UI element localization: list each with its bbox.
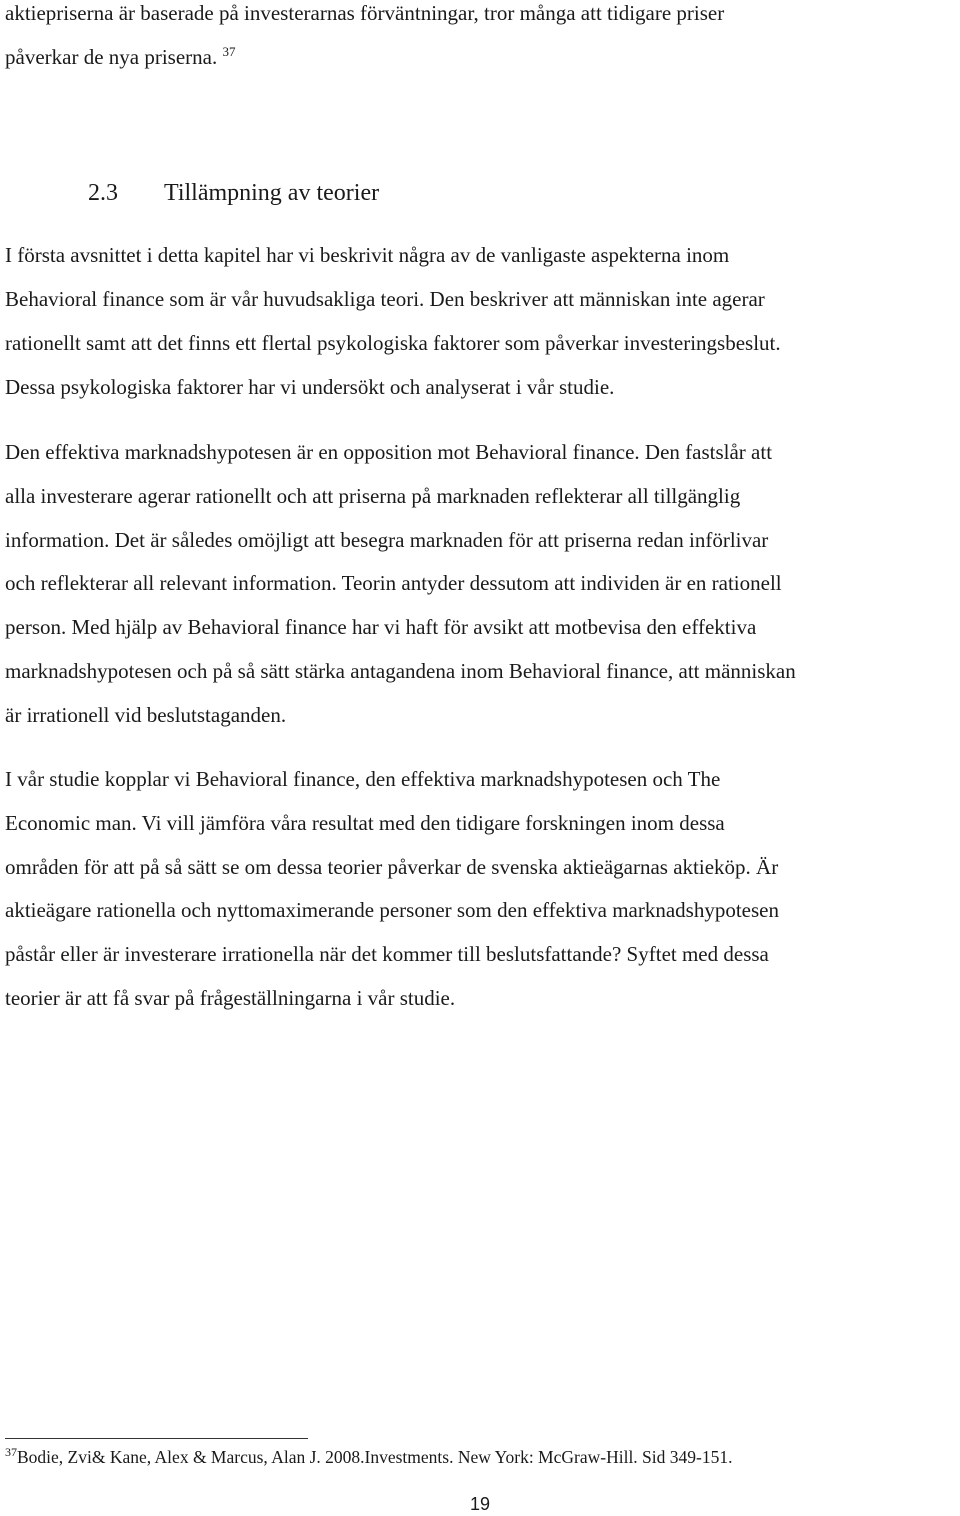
footnote-text: Bodie, Zvi& Kane, Alex & Marcus, Alan J. 2008.Investments. New York: McGraw-Hill. Sid 349-151.	[17, 1447, 733, 1467]
text-line: Dessa psykologiska faktorer har vi undersökt och analyserat i vår studie.	[5, 375, 615, 399]
text-line: marknadshypotesen och på så sätt stärka antagandena inom Behavioral finance, att människan	[5, 659, 796, 683]
text-line: aktieägare rationella och nyttomaximerande personer som den effektiva marknadshypotesen	[5, 898, 779, 922]
text-line	[5, 44, 235, 70]
text-line: Behavioral finance som är vår huvudsakliga teori. Den beskriver att människan inte agerar	[5, 287, 765, 311]
footnote-reference: 37	[222, 44, 236, 59]
footnote-number: 37	[5, 1445, 17, 1460]
text-line: är irrationell vid beslutstaganden.	[5, 703, 287, 727]
text-line: och reflekterar all relevant information. Teorin antyder dessutom att individen är en rationell	[5, 571, 782, 595]
text-line: information. Det är således omöjligt att besegra marknaden för att priserna redan införlivar	[5, 528, 769, 552]
text-line: I första avsnittet i detta kapitel har vi beskrivit några av de vanligaste aspekterna inom	[5, 243, 730, 267]
page-number: 19	[469, 1494, 491, 1514]
footnote	[5, 1445, 732, 1469]
section-number: 2.3	[88, 180, 118, 206]
text-line: aktiepriserna är baserade på investerarnas förväntningar, tror många att tidigare priser	[5, 1, 725, 25]
section-title: Tillämpning av teorier	[164, 180, 380, 206]
text-line: Economic man. Vi vill jämföra våra resultat med den tidigare forskningen inom dessa	[5, 811, 725, 835]
text-line: I vår studie kopplar vi Behavioral finance, den effektiva marknadshypotesen och The	[5, 767, 721, 791]
text-line: person. Med hjälp av Behavioral finance har vi haft för avsikt att motbevisa den effektiva	[5, 615, 757, 639]
text-line: rationellt samt att det finns ett flertal psykologiska faktorer som påverkar investeringsbeslut.	[5, 331, 781, 355]
text-span: påverkar de nya priserna.	[5, 45, 218, 69]
text-line: teorier är att få svar på frågeställningarna i vår studie.	[5, 986, 456, 1010]
text-line: områden för att på så sätt se om dessa teorier påverkar de svenska aktieägarnas aktieköp. Är	[5, 855, 779, 879]
text-line: alla investerare agerar rationellt och att priserna på marknaden reflekterar all tillgänglig	[5, 484, 741, 508]
text-line: påstår eller är investerare irrationella när det kommer till beslutsfattande? Syftet med dessa	[5, 942, 769, 966]
text-line: Den effektiva marknadshypotesen är en opposition mot Behavioral finance. Den fastslår att	[5, 440, 773, 464]
footnote-separator	[5, 1438, 308, 1439]
